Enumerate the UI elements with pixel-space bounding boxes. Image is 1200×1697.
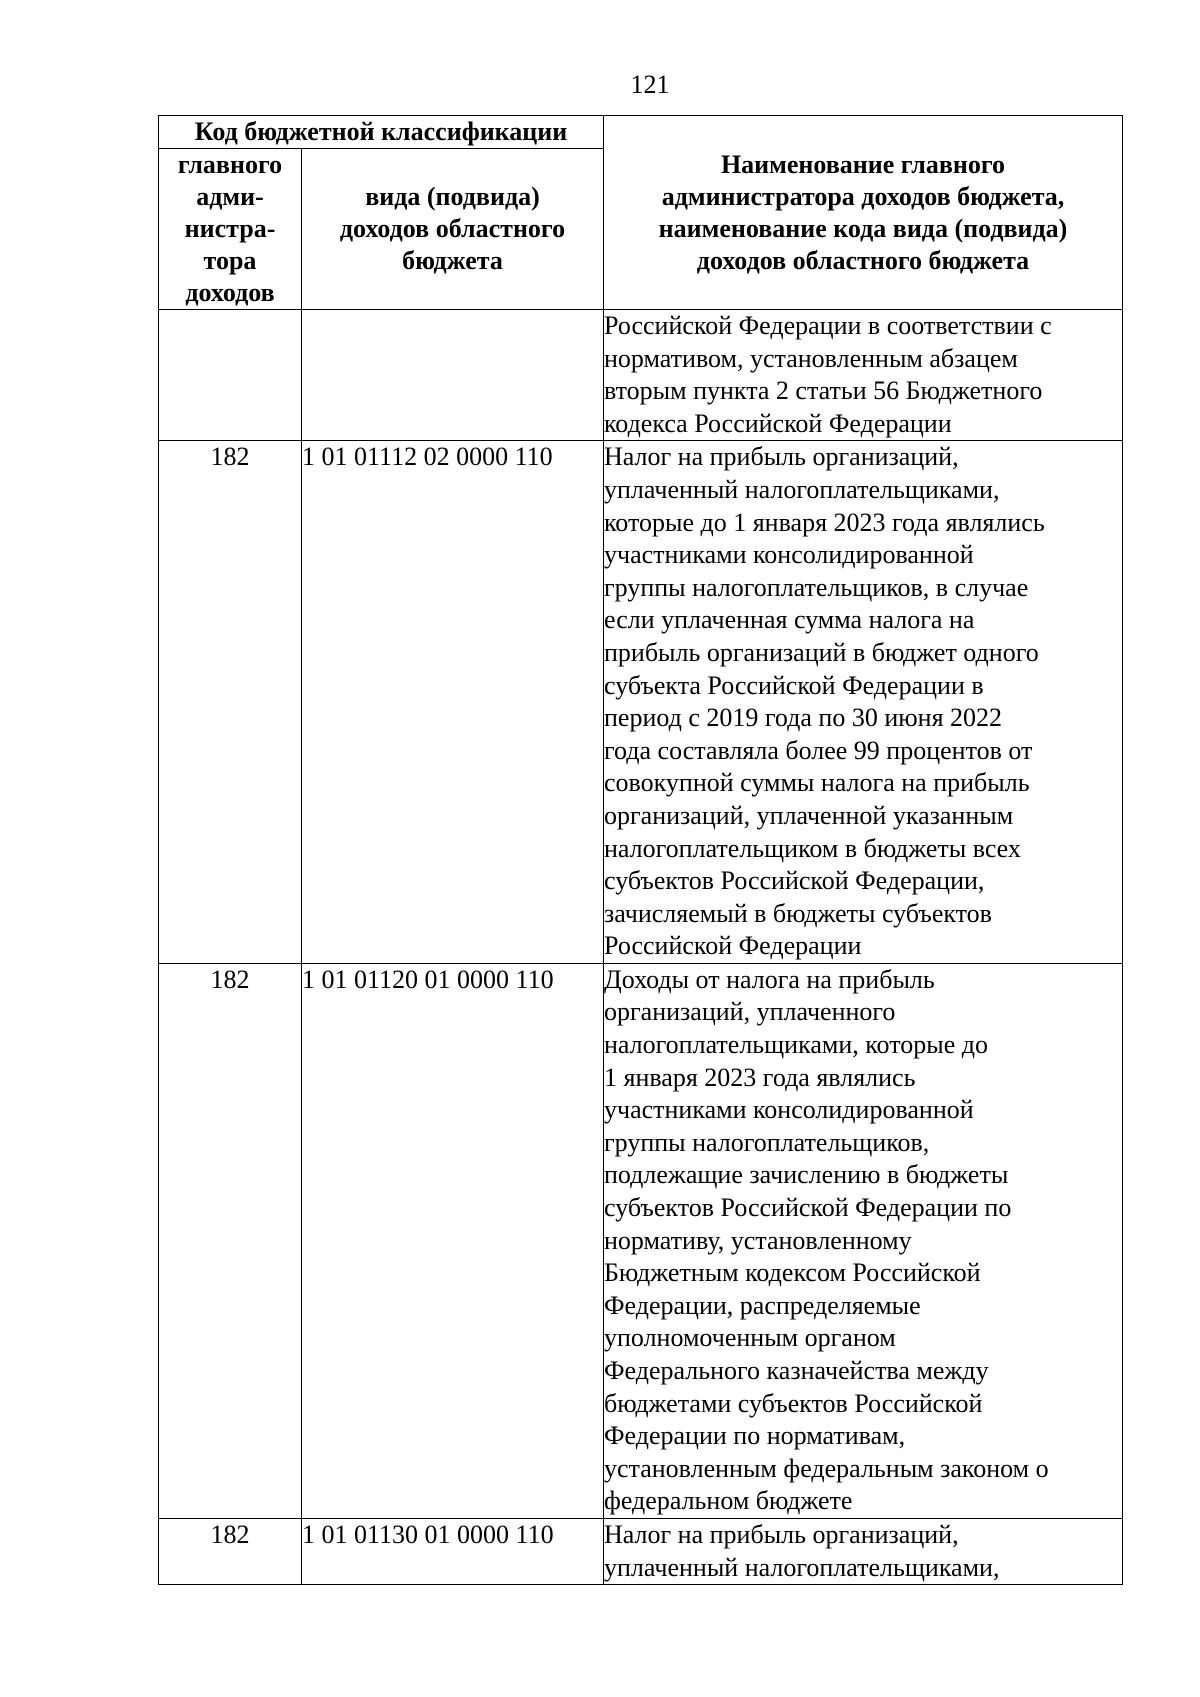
income-code-cell: 1 01 01130 01 0000 110: [302, 1518, 604, 1584]
header-admin-line: тора: [203, 246, 257, 275]
description-line: Бюджетным кодексом Российской: [604, 1258, 981, 1288]
description-line: Российской Федерации: [604, 931, 862, 961]
header-admin-column: [159, 149, 302, 310]
header-name-line: Наименование главного: [720, 149, 1006, 179]
description-line: уплаченный налогоплательщиками,: [604, 1552, 1000, 1582]
header-kind-line: бюджета: [402, 246, 503, 275]
description-line: прибыль организаций в бюджет одного: [604, 637, 1039, 667]
header-admin-line: адми-: [196, 182, 264, 211]
description-line: группы налогоплательщиков,: [604, 1127, 930, 1157]
table-row: [159, 310, 1123, 441]
header-kind-line: вида (подвида): [365, 182, 540, 211]
table-body: [159, 310, 1123, 1585]
description-line: нормативом, установленным абзацем: [604, 343, 1018, 373]
table-row: [159, 963, 1123, 1518]
description-line: Федерального казначейства между: [604, 1356, 989, 1385]
income-code-cell: 1 01 01112 02 0000 110: [302, 441, 604, 964]
description-line: Налог на прибыль организаций,: [604, 1519, 959, 1549]
description-line: вторым пункта 2 статьи 56 Бюджетного: [604, 376, 1043, 406]
description-line: установленным федеральным законом о: [604, 1453, 1049, 1483]
description-line: субъекта Российской Федерации в: [604, 670, 984, 700]
description-line: федеральном бюджете: [604, 1486, 853, 1516]
income-code-cell: 1 01 01120 01 0000 110: [302, 963, 604, 1518]
description-line: организаций, уплаченного: [604, 997, 896, 1027]
description-line: уполномоченным органом: [604, 1323, 896, 1353]
description-line: Федерации, распределяемые: [604, 1290, 921, 1320]
description-line: если уплаченная сумма налога на: [604, 605, 975, 635]
header-group-title: Код бюджетной классификации: [159, 116, 604, 149]
header-kind-line: доходов областного: [339, 214, 566, 243]
admin-code-cell: 182: [159, 963, 302, 1518]
description-line: Федерации по нормативам,: [604, 1421, 906, 1451]
admin-code-cell: 182: [159, 1518, 302, 1584]
description-line: зачисляемый в бюджеты субъектов: [604, 898, 992, 928]
header-kind-column: [302, 149, 604, 310]
description-line: кодекса Российской Федерации: [604, 408, 952, 438]
page-number: 121: [630, 70, 670, 99]
header-name-column: [604, 116, 1123, 310]
header-admin-line: нистра-: [184, 214, 276, 243]
description-line: года составляла более 99 процентов от: [604, 735, 1033, 765]
description-line: субъектов Российской Федерации по: [604, 1193, 1012, 1223]
header-admin-line: главного: [177, 150, 283, 179]
description-line: участниками консолидированной: [604, 540, 974, 570]
description-line: Доходы от налога на прибыль: [604, 964, 935, 994]
admin-code-cell: [159, 310, 302, 441]
description-cell: [604, 441, 1123, 964]
description-line: уплаченный налогоплательщиками,: [604, 474, 1000, 504]
description-cell: [604, 310, 1123, 441]
description-line: участниками консолидированной: [604, 1095, 974, 1125]
description-line: налогоплательщиком в бюджеты всех: [604, 833, 1021, 863]
description-cell: [604, 963, 1123, 1518]
budget-classification-table: [158, 115, 1123, 1585]
description-line: 1 января 2023 года являлись: [604, 1062, 916, 1092]
description-line: совокупной суммы налога на прибыль: [604, 768, 1030, 798]
header-name-line: наименование кода вида (подвида): [658, 213, 1068, 243]
description-line: подлежащие зачислению в бюджеты: [604, 1160, 1009, 1190]
description-line: субъектов Российской Федерации,: [604, 866, 985, 896]
description-line: которые до 1 января 2023 года являлись: [604, 507, 1045, 537]
table-row: [159, 1518, 1123, 1584]
description-line: Налог на прибыль организаций,: [604, 442, 959, 472]
income-code-cell: [302, 310, 604, 441]
description-line: нормативу, установленному: [604, 1225, 912, 1255]
header-admin-line: доходов: [185, 278, 275, 307]
table-header: [159, 116, 1123, 310]
description-line: налогоплательщиками, которые до: [604, 1030, 988, 1060]
description-line: организаций, уплаченной указанным: [604, 800, 1014, 830]
header-name-line: администратора доходов бюджета,: [661, 181, 1065, 211]
header-name-line: доходов областного бюджета: [696, 245, 1030, 275]
description-cell: [604, 1518, 1123, 1584]
description-line: группы налогоплательщиков, в случае: [604, 572, 1029, 602]
description-line: Российской Федерации в соответствии с: [604, 311, 1052, 340]
admin-code-cell: 182: [159, 441, 302, 964]
table-row: [159, 441, 1123, 964]
description-line: бюджетами субъектов Российской: [604, 1388, 983, 1418]
description-line: период с 2019 года по 30 июня 2022: [604, 703, 1003, 733]
